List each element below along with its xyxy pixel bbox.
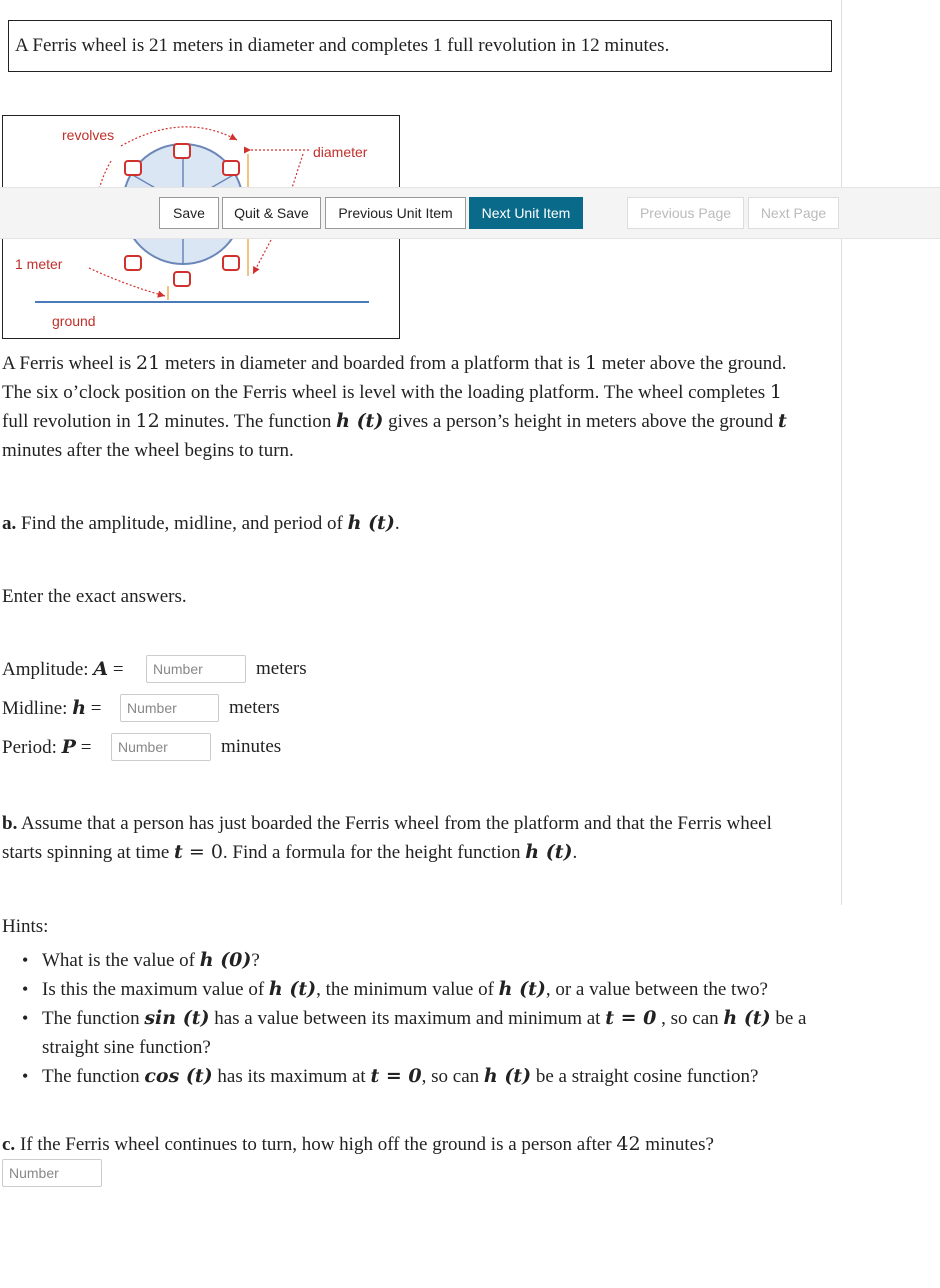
page-divider (841, 0, 842, 905)
midline-unit: meters (229, 697, 280, 718)
label-diameter: diameter (313, 144, 368, 160)
car-top-left (125, 161, 141, 175)
period-unit: minutes (221, 736, 282, 757)
car-bottom (174, 272, 190, 286)
next-page-button[interactable]: Next Page (748, 197, 839, 229)
one-meter-arrow (89, 268, 165, 296)
previous-unit-item-button[interactable]: Previous Unit Item (325, 197, 466, 229)
amplitude-label: Amplitude: A = (2, 658, 124, 680)
car-bottom-right (223, 256, 239, 270)
next-unit-item-button[interactable]: Next Unit Item (469, 197, 583, 229)
period-label: Period: P = (2, 736, 92, 758)
part-c-question: c. If the Ferris wheel continues to turn, how high off the ground is a person after 42 minutes? (2, 1133, 714, 1155)
toolbar (0, 187, 940, 239)
amplitude-unit: meters (256, 658, 307, 679)
part-a-instruction: Enter the exact answers. (2, 586, 187, 607)
hint-item: • Is this the maximum value of h (t), the minimum value of h (t), or a value between the two? (22, 978, 768, 1000)
problem-statement: A Ferris wheel is 21 meters in diameter and boarded from a platform that is 1 meter above the ground. The six o’clock position on the Ferris wheel is level with the loading platform. The wheel completes 1 full revolution in 12 minutes. The function h (t) gives a person’s height in meters above the ground t minutes after the wheel begins to turn. (2, 352, 787, 461)
quit-save-button[interactable]: Quit & Save (222, 197, 321, 229)
hint-item: • The function cos (t) has its maximum at t = 0, so can h (t) be a straight cosine function? (22, 1065, 759, 1087)
hints-list (2, 946, 842, 1091)
diameter-arrow-lower (253, 240, 271, 274)
label-1-meter: 1 meter (15, 256, 63, 272)
label-revolves: revolves (62, 127, 115, 143)
save-button[interactable]: Save (159, 197, 219, 229)
label-ground: ground (52, 313, 96, 329)
period-input[interactable]: Number (111, 733, 211, 761)
part-b-question: b. Assume that a person has just boarded the Ferris wheel from the platform and that the Ferris wheel starts spinning at time t = 0. Find a formula for the height function h (t). (2, 813, 772, 863)
hint-item: • What is the value of h (0)? (22, 949, 260, 971)
car-top-right (223, 161, 239, 175)
hints-title: Hints: (2, 916, 49, 937)
car-bottom-left (125, 256, 141, 270)
midline-label: Midline: h = (2, 697, 102, 719)
amplitude-input[interactable]: Number (146, 655, 246, 683)
summary-box (8, 20, 832, 72)
car-top (174, 144, 190, 158)
diameter-arrow-upper (291, 154, 303, 191)
previous-page-button[interactable]: Previous Page (627, 197, 744, 229)
part-c-answer-input[interactable]: Number (2, 1159, 102, 1187)
hint-item: • The function sin (t) has a value between its maximum and minimum at t = 0 , so can h (t) be a straight sine function? (22, 1007, 807, 1058)
part-a-question: a. Find the amplitude, midline, and period of h (t). (2, 512, 400, 534)
midline-input[interactable]: Number (120, 694, 219, 722)
summary-text: A Ferris wheel is 21 meters in diameter and completes 1 full revolution in 12 minutes. (15, 35, 670, 56)
